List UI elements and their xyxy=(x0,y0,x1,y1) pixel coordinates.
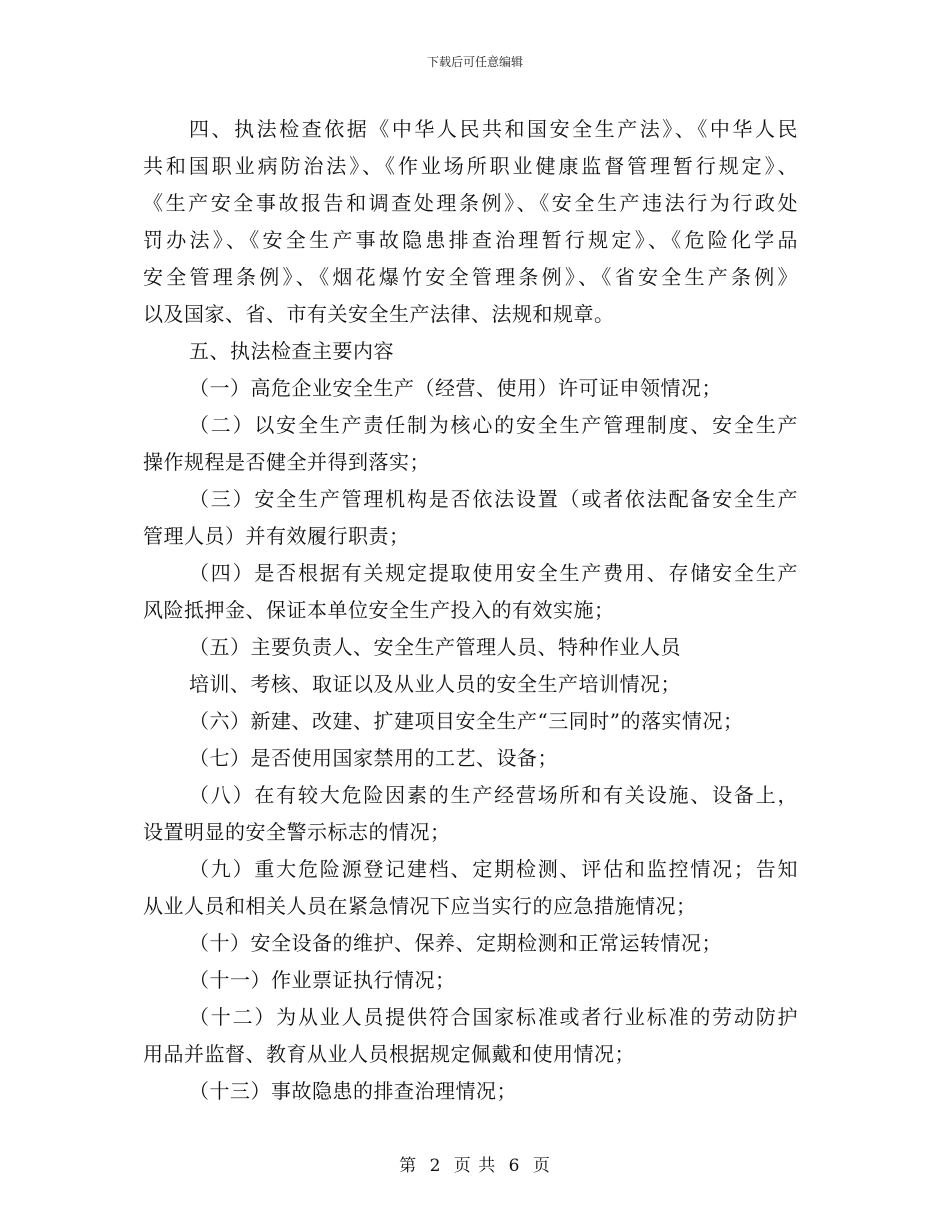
list-item-line: （八）在有较大危险因素的生产经营场所和有关设施、设备上， xyxy=(189,783,798,807)
section-title: 五、执法检查主要内容 xyxy=(189,339,394,363)
list-item xyxy=(143,962,798,999)
list-item-line: （十三）事故隐患的排查治理情况； xyxy=(189,1079,517,1103)
paragraph-line: 罚办法》、《安全生产事故隐患排查治理暂行规定》、《危险化学品 xyxy=(143,228,798,252)
list-item-line: （六）新建、改建、扩建项目安全生产“三同时”的落实情况； xyxy=(189,709,744,733)
page-number-prefix: 第 xyxy=(399,1156,418,1176)
page-header: 下载后可任意编辑 xyxy=(426,55,523,69)
list-item xyxy=(143,740,798,777)
section-5-content xyxy=(143,333,798,1110)
list-item xyxy=(143,370,798,407)
list-item-line: 管理人员）并有效履行职责； xyxy=(143,524,410,548)
list-item-line: 用品并监督、教育从业人员根据规定佩戴和使用情况； xyxy=(143,1042,635,1066)
list-item xyxy=(143,407,798,481)
list-item xyxy=(143,481,798,555)
paragraph-line: 安全管理条例》、《烟花爆竹安全管理条例》、《省安全生产条例》 xyxy=(143,265,798,289)
list-item-line: 操作规程是否健全并得到落实； xyxy=(143,450,430,474)
document-body xyxy=(143,111,798,1110)
page-number-middle: 页 共 xyxy=(453,1156,497,1176)
list-item-line: （五）主要负责人、安全生产管理人员、特种作业人员 xyxy=(189,635,681,659)
list-item xyxy=(143,629,798,703)
list-item-line: （七）是否使用国家禁用的工艺、设备； xyxy=(189,746,558,770)
page-number-suffix: 页 xyxy=(532,1156,551,1176)
list-item-line: 从业人员和相关人员在紧急情况下应当实行的应急措施情况； xyxy=(143,894,697,918)
paragraph-line: 《生产安全事故报告和调查处理条例》、《安全生产违法行为行政处 xyxy=(143,191,798,215)
list-item-line: 设置明显的安全警示标志的情况； xyxy=(143,820,451,844)
list-item-line: （十）安全设备的维护、保养、定期检测和正常运转情况； xyxy=(189,931,722,955)
paragraph-line: 共和国职业病防治法》、《作业场所职业健康监督管理暂行规定》、 xyxy=(143,154,798,178)
paragraph-line: 以及国家、省、市有关安全生产法律、法规和规章。 xyxy=(143,302,615,326)
list-item-line: （一）高危企业安全生产（经营、使用）许可证申领情况； xyxy=(189,376,722,400)
section-4-basis xyxy=(143,111,798,333)
list-item xyxy=(143,1073,798,1110)
list-item-line: （二）以安全生产责任制为核心的安全生产管理制度、安全生产 xyxy=(189,413,798,437)
list-item xyxy=(143,851,798,925)
list-item xyxy=(143,777,798,851)
list-item-line: （三）安全生产管理机构是否依法设置（或者依法配备安全生产 xyxy=(189,487,798,511)
list-item xyxy=(143,925,798,962)
list-item xyxy=(143,555,798,629)
page-number-total: 6 xyxy=(508,1156,521,1176)
paragraph-line: 四、执法检查依据《中华人民共和国安全生产法》、《中华人民 xyxy=(189,117,798,141)
list-item-line: （十一）作业票证执行情况； xyxy=(189,968,456,992)
page-footer xyxy=(0,1155,950,1177)
list-item-line: （九）重大危险源登记建档、定期检测、评估和监控情况；告知 xyxy=(189,857,798,881)
list-item-line: 培训、考核、取证以及从业人员的安全生产培训情况； xyxy=(189,672,681,696)
list-item xyxy=(143,703,798,740)
list-item-line: 风险抵押金、保证本单位安全生产投入的有效实施； xyxy=(143,598,615,622)
list-item-line: （四）是否根据有关规定提取使用安全生产费用、存储安全生产 xyxy=(189,561,798,585)
page-number-current: 2 xyxy=(429,1156,442,1176)
list-item-line: （十二）为从业人员提供符合国家标准或者行业标准的劳动防护 xyxy=(189,1005,798,1029)
list-item xyxy=(143,999,798,1073)
